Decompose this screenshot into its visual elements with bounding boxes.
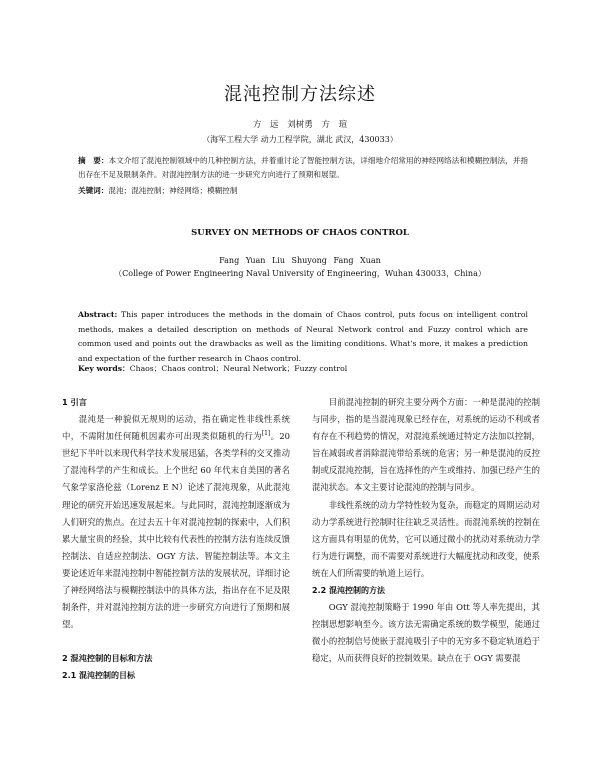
abstract-text: 本文介绍了混沌控制领域中的几种控制方法，并着重讨论了智能控制方法，详细地介绍常用的神经网络法和模糊控制法，并指出存在不足及限制条件。对混沌控制方法的进一步研究方向进行了预期和展望。 <box>78 156 528 179</box>
english-abstract-text: This paper introduces the methods in the domain of Chaos control, puts focus on intelligent control methods, makes a detailed description on methods of Neural Network control and Fuzzy control which are common used and points out the drawbacks as well as the limiting conditions. What's more, it makes a prediction and expectation of the further research in Chaos control. <box>78 310 528 363</box>
left-column <box>62 394 290 685</box>
goals-paragraph-1: 目前混沌控制的研究主要分两个方面：一种是混沌的控制与同步，指的是当混沌现象已经存在，对系统的运动不利或者有存在不利趋势的情况，对混沌系统通过特定方法加以控制，旨在减弱或者消除混沌带给系统的危害；另一种是混沌的反控制或反混沌控制，旨在选择性的产生或维持、加强已经产生的混沌状态。本文主要讨论混沌的控制与同步。 <box>312 397 540 493</box>
english-abstract <box>78 308 528 366</box>
subsection-heading-goals: 2.1 混沌控制的目标 <box>62 671 135 681</box>
subsection-heading-methods: 2.2 混沌控制的方法 <box>312 586 385 596</box>
english-abstract-label: Abstract: <box>78 310 118 319</box>
english-authors: Fang Yuan Liu Shuyong Fang Xuan <box>219 256 381 265</box>
section-heading-goals-methods: 2 混沌控制的目标和方法 <box>62 653 153 664</box>
english-title: SURVEY ON METHODS OF CHAOS CONTROL <box>191 228 409 238</box>
english-keywords <box>78 362 528 376</box>
section-gap <box>62 633 290 650</box>
intro-text-part1: 混沌是一种貌似无规则的运动，指在确定性非线性系统中，不需附加任何随机因素亦可出现类似随机的行为 <box>62 414 290 442</box>
citation-ref: [1] <box>261 430 271 438</box>
abstract-label: 摘 要： <box>78 156 109 165</box>
affiliation: （海军工程大学 动力工程学院，湖北 武汉，430033） <box>202 135 398 144</box>
author-list: 方 远 刘树勇 方 瑄 <box>252 120 348 130</box>
chinese-keywords <box>78 184 528 198</box>
keywords-text: 混沌；混沌控制；神经网络；模糊控制 <box>108 186 238 195</box>
intro-text-part2: 。20 世纪下半叶以来现代科学技术发展迅猛，各类学科的交叉推动了混沌科学的产生和成长。上个世纪 60 年代末自美国的著名气象学家洛伦兹（Lorenz E N）论述了混沌现象，从此混沌理论的研究开始迅速发展起来。与此同时，混沌控制逐渐成为人们研究的焦点。在过去五十年对混沌控制的探索中，人们积累大量宝贵的经验，其中比较有代表性的控制方法有连续反馈控制法、自适应控制法、OGY 方法、智能控制法等。本文主要论述近年来混沌控制中智能控制方法的发展状况，详细讨论了神经网络法与模糊控制法中的具体方法，指出存在不足及限制条件，并对混沌控制方法的进一步研究方向进行了预期和展望。 <box>62 431 290 630</box>
chinese-abstract <box>78 154 528 182</box>
english-affiliation: （College of Power Engineering Naval University of Engineering，Wuhan 430033，China） <box>114 269 486 278</box>
section-heading-introduction: 1 引言 <box>62 397 87 407</box>
english-keywords-text: Chaos；Chaos control；Neural Network；Fuzzy control <box>129 364 348 373</box>
keywords-label: 关键词： <box>78 186 109 195</box>
english-keywords-label: Key words： <box>78 364 130 373</box>
paper-title: 混沌控制方法综述 <box>224 84 376 105</box>
intro-paragraph <box>62 411 290 633</box>
goals-paragraph-2: 非线性系统的动力学特性较为复杂，而稳定的周期运动对动力学系统进行控制时往往缺乏灵活性。而混沌系统的控制在这方面具有明显的优势，它可以通过微小的扰动对系统动力学行为进行调整，而不需要对系统进行大幅度扰动和改变，使系统在人们所需要的轨道上运行。 <box>312 499 540 578</box>
methods-paragraph: OGY 混沌控制策略于 1990 年由 Ott 等人率先提出，其控制思想影响至今。该方法无需确定系统的数学模型，能通过微小的控制信号使嵌于混沌吸引子中的无穷多不稳定轨道趋于稳定，从而获得良好的控制效果。缺点在于 OGY 需要混 <box>312 602 540 664</box>
right-column <box>312 394 540 668</box>
